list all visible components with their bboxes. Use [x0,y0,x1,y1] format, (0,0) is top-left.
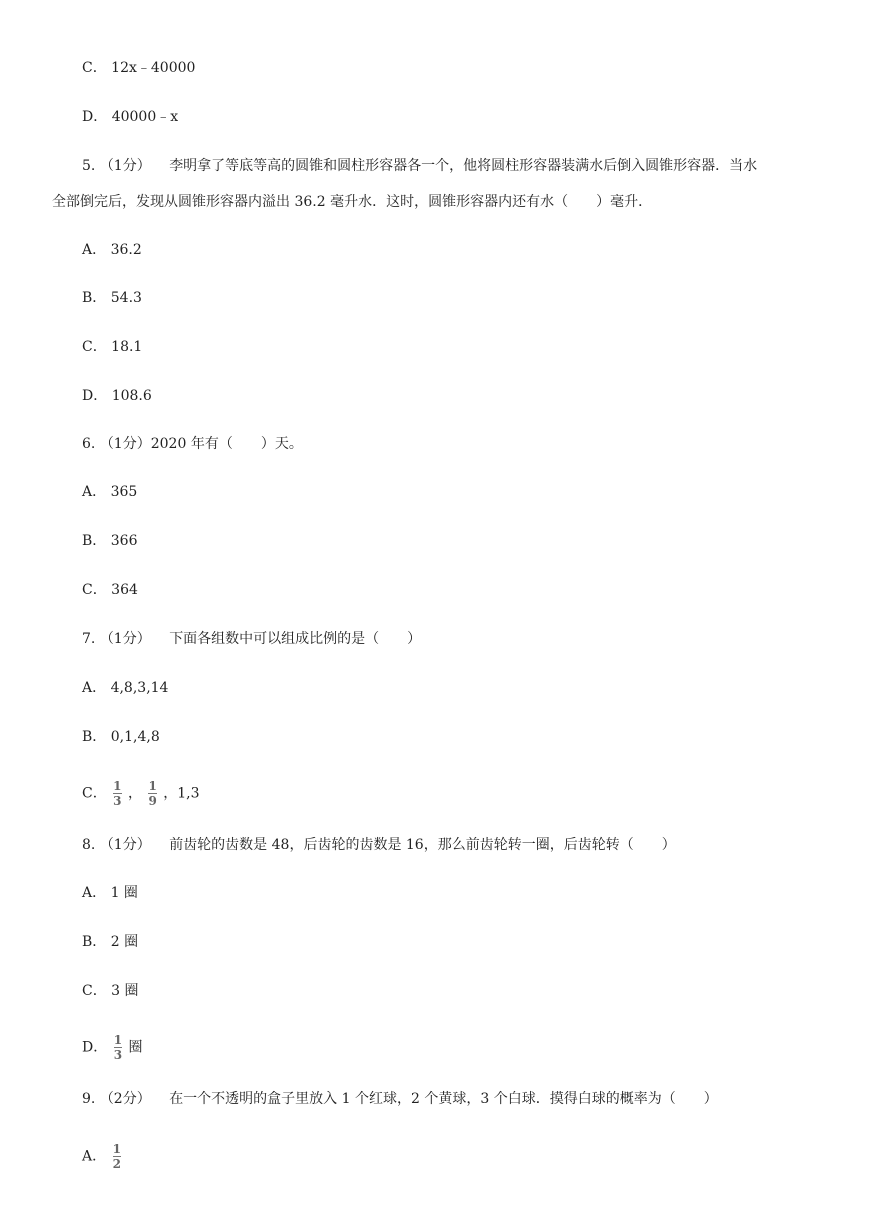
option-label: C． [82,339,107,355]
option-text: 364 [111,582,138,598]
q8-option-c [82,981,139,1001]
question-number: 7. [82,631,96,647]
fraction-denominator: 2 [112,1157,121,1171]
option-label: A． [82,885,107,901]
question-6 [82,434,303,454]
option-label: C． [82,785,107,802]
question-text: 前齿轮的齿数是 48，后齿轮的齿数是 16，那么前齿轮转一圈，后齿轮转（ ） [169,837,676,853]
q5-option-a [82,240,142,260]
fraction-denominator: 9 [148,794,157,808]
fraction-denominator: 3 [113,794,122,808]
q7-option-a [82,678,168,698]
q5-option-d [82,386,152,406]
option-label: C． [82,582,107,598]
option-text: 3 圈 [111,983,139,999]
question-score: （2分） [99,1091,151,1107]
question-7 [82,629,421,649]
option-label: D． [82,388,108,404]
question-5 [82,156,757,176]
fraction-denominator: 3 [113,1048,123,1062]
option-label: A． [82,1148,107,1165]
option-label: A． [82,680,107,696]
fraction [114,1034,122,1061]
fraction-numerator: 1 [112,1142,121,1156]
option-text: 4,8,3,14 [110,680,169,696]
question-text: 2020 年有（ ）天。 [150,436,303,452]
q8-option-d [82,1034,143,1061]
option-label: A． [82,484,107,500]
option-label: D． [82,109,108,125]
option-label: B． [82,934,107,950]
option-text: 108.6 [111,388,152,404]
option-text: 18.1 [111,339,143,355]
option-label: C． [82,60,107,76]
q5-option-c [82,337,142,357]
q4-option-c [82,58,195,78]
question-score: （1分） [99,837,151,853]
fraction-numerator: 1 [148,779,157,793]
q8-option-a [82,883,138,903]
fraction-numerator: 1 [113,1033,123,1047]
q5-option-b [82,288,142,308]
question-9 [82,1089,718,1109]
question-text: 在一个不透明的盒子里放入 1 个红球，2 个黄球，3 个白球．摸得白球的概率为（ ） [169,1091,718,1107]
question-number: 9. [82,1091,96,1107]
question-text: 李明拿了等底等高的圆锥和圆柱形容器各一个，他将圆柱形容器装满水后倒入圆锥形容器．当水 [169,158,758,174]
question-5-continuation: 全部倒完后，发现从圆锥形容器内溢出 36.2 毫升水．这时，圆锥形容器内还有水（ ）毫升． [52,194,653,210]
option-label: A． [82,242,107,258]
q8-option-b [82,932,138,952]
q7-option-b [82,727,160,747]
option-text: 2 圈 [110,934,139,950]
question-text: 下面各组数中可以组成比例的是（ ） [169,631,422,647]
question-number: 8. [82,837,96,853]
option-text: 1 圈 [110,885,138,901]
fraction [113,1143,121,1170]
separator: ， [127,785,142,802]
q6-option-c [82,580,138,600]
question-score: （1分） [99,158,151,174]
fraction [148,780,156,807]
option-text: 366 [110,533,138,549]
q4-option-d [82,107,178,127]
question-number: 6. [82,436,96,452]
question-8 [82,835,676,855]
question-score: （1分） [99,631,151,647]
question-score: （1分） [99,436,151,452]
option-text: 0,1,4,8 [110,729,160,745]
option-text: 365 [110,484,138,500]
question-number: 5. [82,158,96,174]
q6-option-b [82,531,137,551]
q9-option-a [82,1143,123,1170]
option-label: C． [82,983,107,999]
option-text: 36.2 [110,242,142,258]
q6-option-a [82,482,137,502]
option-text: 12x﹣40000 [111,60,196,76]
option-label: B． [82,533,107,549]
option-text: ，1,3 [163,785,200,802]
option-label: B． [82,729,107,745]
option-text: 54.3 [110,290,142,306]
fraction-numerator: 1 [113,779,122,793]
option-text: 圈 [128,1039,143,1056]
fraction [113,780,121,807]
option-text: 40000﹣x [111,109,179,125]
q7-option-c [82,780,200,807]
option-label: D． [82,1039,108,1056]
option-label: B． [82,290,107,306]
